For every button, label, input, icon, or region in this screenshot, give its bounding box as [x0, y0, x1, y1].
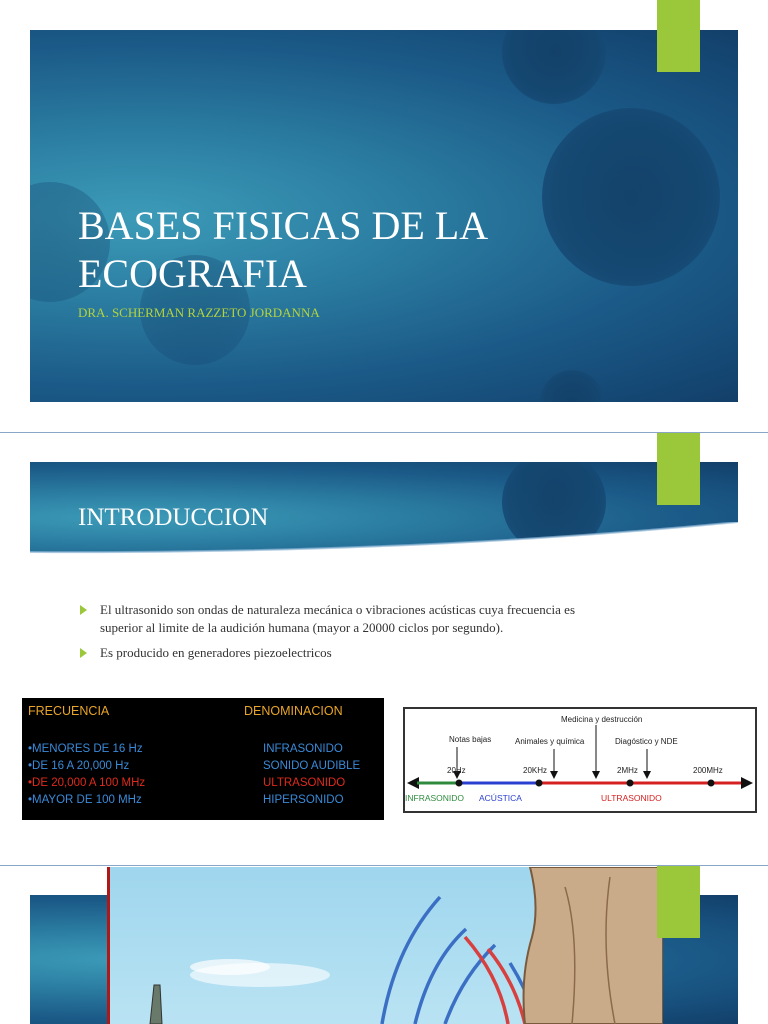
- slide-1-subtitle: DRA. SCHERMAN RAZZETO JORDANNA: [78, 305, 320, 320]
- tick-dot: [536, 780, 543, 787]
- accent-tab: [657, 0, 700, 72]
- tick-2mhz: 2MHz: [617, 766, 638, 775]
- illustration: [107, 867, 663, 1024]
- label-animales: Animales y química: [515, 737, 585, 746]
- tick-20khz: 20KHz: [523, 766, 548, 775]
- row-freq: •MENORES DE 16 Hz: [28, 743, 143, 755]
- bullet-text: Es producido en generadores piezoelectricos: [100, 645, 332, 660]
- accent-tab: [657, 866, 700, 938]
- region-infra: INFRASONIDO: [405, 793, 465, 803]
- sound-wave: [415, 929, 466, 1024]
- frequency-scale-diagram: [403, 707, 757, 813]
- slide-1: [30, 30, 738, 402]
- sound-wave: [445, 945, 495, 1024]
- row-freq: •MAYOR DE 100 MHz: [28, 794, 142, 806]
- axis-arrow-right: [741, 777, 753, 789]
- title-line-1: BASES FISICAS DE LA: [78, 203, 489, 248]
- header-denominacion: DENOMINACION: [244, 704, 343, 718]
- region-acustica: ACÚSTICA: [479, 793, 522, 803]
- decor-circle: [540, 370, 604, 402]
- header-curve: [30, 522, 738, 574]
- ship-mast: [150, 985, 162, 1024]
- tick-dot: [456, 780, 463, 787]
- header-frecuencia: FRECUENCIA: [28, 704, 110, 718]
- slide-separator: [0, 432, 768, 433]
- row-denom: INFRASONIDO: [263, 743, 343, 755]
- cliff-rock: [524, 867, 663, 1024]
- scale-svg: [405, 709, 755, 811]
- bullet-item: [80, 601, 620, 637]
- decor-circle: [502, 30, 606, 104]
- bullet-arrow-icon: [80, 605, 87, 615]
- label-medicina: Medicina y destrucción: [561, 715, 643, 724]
- tick-dot: [627, 780, 634, 787]
- row-denom: ULTRASONIDO: [263, 777, 346, 789]
- row-freq: •DE 20,000 A 100 MHz: [28, 777, 146, 789]
- region-ultra: ULTRASONIDO: [601, 793, 662, 803]
- sound-wave: [382, 897, 440, 1024]
- slide-2-header: [30, 462, 738, 574]
- frequency-table: [22, 698, 384, 820]
- tick-200mhz: 200MHz: [693, 766, 723, 775]
- row-freq: •DE 16 A 20,000 Hz: [28, 760, 130, 772]
- accent-tab: [657, 433, 700, 505]
- tick-20hz: 20Hz: [447, 766, 466, 775]
- tick-dot: [708, 780, 715, 787]
- row-denom: HIPERSONIDO: [263, 794, 344, 806]
- illustration-svg: [110, 867, 663, 1024]
- label-diag: Diagóstico y NDE: [615, 737, 678, 746]
- slide-2-title: INTRODUCCION: [78, 504, 269, 531]
- sound-wave: [465, 937, 508, 1024]
- slide-separator: [0, 865, 768, 866]
- bullet-text: El ultrasonido son ondas de naturaleza mecánica o vibraciones acústicas cuya frecuencia es superior al limite de la audición humana (mayor a 20000 ciclos por segundo).: [100, 602, 576, 635]
- cloud: [190, 959, 270, 975]
- label-notas: Notas bajas: [449, 735, 492, 744]
- slide-1-title: [78, 202, 698, 298]
- bullet-arrow-icon: [80, 648, 87, 658]
- bullet-item: [80, 644, 620, 662]
- row-denom: SONIDO AUDIBLE: [263, 760, 361, 772]
- title-line-2: ECOGRAFIA: [78, 251, 307, 296]
